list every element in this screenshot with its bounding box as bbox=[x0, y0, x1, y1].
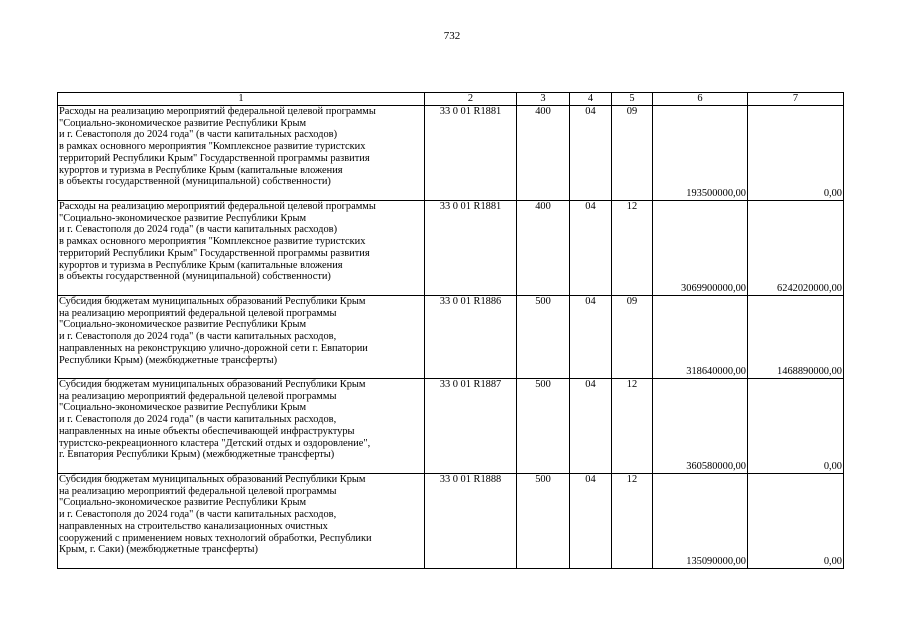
row-amount-1: 193500000,00 bbox=[653, 106, 748, 201]
table-row bbox=[58, 474, 844, 569]
row-col4: 04 bbox=[570, 379, 612, 474]
row-col4: 04 bbox=[570, 106, 612, 201]
row-col3: 500 bbox=[517, 474, 570, 569]
table-row bbox=[58, 379, 844, 474]
row-description: Расходы на реализацию мероприятий федеральной целевой программы "Социально-экономическое развитие Республики Крым и г. Севастополя до 2024 года" (в части капитальных расходов) в рамках основного мероприятия "Комплексное развитие туристских территорий Республики Крым" Государственной программы развития курортов и туризма в Республике Крым (капитальные вложения в объекты государственной (муниципальной) собственности) bbox=[58, 201, 425, 296]
row-amount-2: 0,00 bbox=[748, 379, 844, 474]
column-header: 1 bbox=[58, 93, 425, 106]
row-col3: 500 bbox=[517, 379, 570, 474]
row-code: 33 0 01 R1887 bbox=[425, 379, 517, 474]
column-header: 5 bbox=[612, 93, 653, 106]
row-amount-2: 0,00 bbox=[748, 474, 844, 569]
row-col5: 12 bbox=[612, 379, 653, 474]
table-row bbox=[58, 106, 844, 201]
row-description: Субсидия бюджетам муниципальных образований Республики Крым на реализацию мероприятий федеральной целевой программы "Социально-экономическое развитие Республики Крым и г. Севастополя до 2024 года" (в части капитальных расходов, направленных на строительство канализационных очистных сооружений с применением новых технологий обработки, Республики Крым, г. Саки) (межбюджетные трансферты) bbox=[58, 474, 425, 569]
row-amount-1: 360580000,00 bbox=[653, 379, 748, 474]
row-code: 33 0 01 R1888 bbox=[425, 474, 517, 569]
page-number: 732 bbox=[443, 30, 461, 42]
row-description: Субсидия бюджетам муниципальных образований Республики Крым на реализацию мероприятий федеральной целевой программы "Социально-экономическое развитие Республики Крым и г. Севастополя до 2024 года" (в части капитальных расходов, направленных на иные объекты обеспечивающей инфраструктуры туристско-рекреационного кластера "Детский отдых и оздоровление", г. Евпатория Республики Крым) (межбюджетные трансферты) bbox=[58, 379, 425, 474]
row-code: 33 0 01 R1886 bbox=[425, 296, 517, 379]
budget-table bbox=[57, 92, 844, 569]
column-header: 4 bbox=[570, 93, 612, 106]
row-col4: 04 bbox=[570, 474, 612, 569]
row-col5: 09 bbox=[612, 296, 653, 379]
row-description: Расходы на реализацию мероприятий федеральной целевой программы "Социально-экономическое развитие Республики Крым и г. Севастополя до 2024 года" (в части капитальных расходов) в рамках основного мероприятия "Комплексное развитие туристских территорий Республики Крым" Государственной программы развития курортов и туризма в Республике Крым (капитальные вложения в объекты государственной (муниципальной) собственности) bbox=[58, 106, 425, 201]
row-description: Субсидия бюджетам муниципальных образований Республики Крым на реализацию мероприятий федеральной целевой программы "Социально-экономическое развитие Республики Крым и г. Севастополя до 2024 года" (в части капитальных расходов, направленных на реконструкцию улично-дорожной сети г. Евпатории Республики Крым) (межбюджетные трансферты) bbox=[58, 296, 425, 379]
row-col3: 400 bbox=[517, 201, 570, 296]
row-col5: 12 bbox=[612, 474, 653, 569]
row-code: 33 0 01 R1881 bbox=[425, 106, 517, 201]
column-header: 3 bbox=[517, 93, 570, 106]
table-row bbox=[58, 201, 844, 296]
row-col5: 09 bbox=[612, 106, 653, 201]
row-amount-2: 0,00 bbox=[748, 106, 844, 201]
table-header-row bbox=[58, 93, 844, 106]
row-col4: 04 bbox=[570, 201, 612, 296]
row-col5: 12 bbox=[612, 201, 653, 296]
row-amount-1: 135090000,00 bbox=[653, 474, 748, 569]
row-amount-2: 1468890000,00 bbox=[748, 296, 844, 379]
column-header: 6 bbox=[653, 93, 748, 106]
row-amount-2: 6242020000,00 bbox=[748, 201, 844, 296]
row-col3: 500 bbox=[517, 296, 570, 379]
row-amount-1: 318640000,00 bbox=[653, 296, 748, 379]
column-header: 2 bbox=[425, 93, 517, 106]
row-code: 33 0 01 R1881 bbox=[425, 201, 517, 296]
row-col4: 04 bbox=[570, 296, 612, 379]
table-row bbox=[58, 296, 844, 379]
row-col3: 400 bbox=[517, 106, 570, 201]
column-header: 7 bbox=[748, 93, 844, 106]
row-amount-1: 3069900000,00 bbox=[653, 201, 748, 296]
